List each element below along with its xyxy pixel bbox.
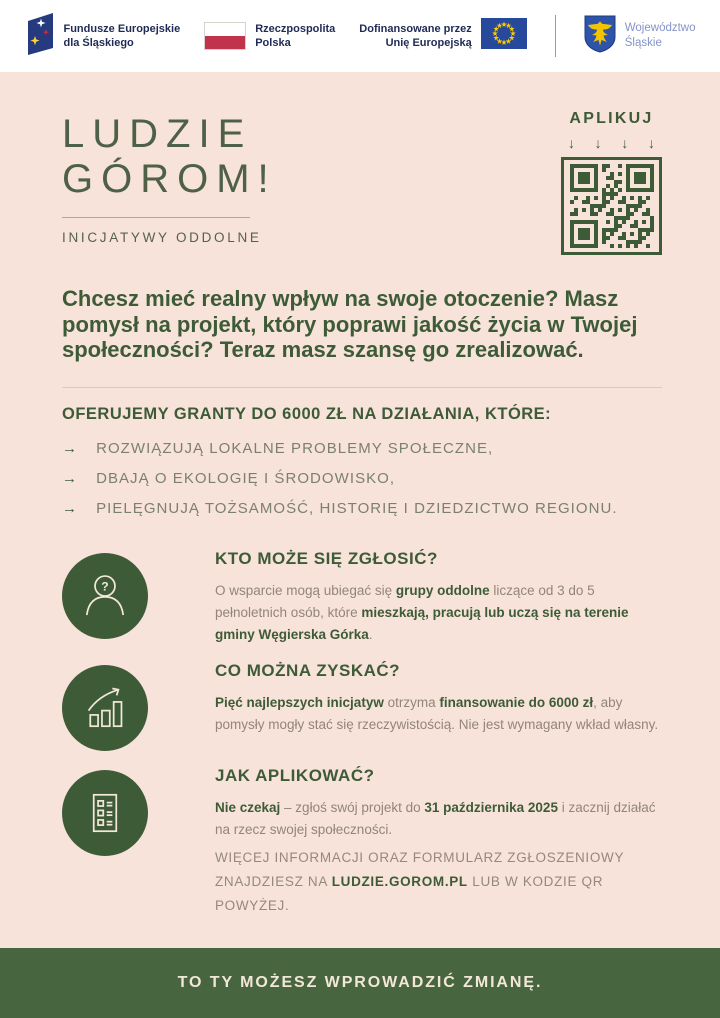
more-info-line1: WIĘCEJ INFORMACJI ORAZ FORMULARZ ZGŁOSZENIOWY (215, 849, 625, 865)
section-body: Pięć najlepszych inicjatyw otrzyma finansowanie do 6000 zł, aby pomysły mogły stać się rzeczywistością. Nie jest wymagany wkład własny. (215, 694, 659, 732)
intro-paragraph: Chcesz mieć realny wpływ na swoje otoczenie? Masz pomysł na projekt, który poprawi jakość życia w Twojej społeczności? Teraz masz szansę go zrealizować. (62, 286, 638, 363)
fe-flag-icon (24, 12, 54, 61)
down-arrow-icon: ↓ (647, 135, 655, 151)
right-arrow-icon: → (62, 470, 79, 488)
title-line2: GÓROM! (62, 157, 277, 201)
offer-item-text: PIELĘGNUJĄ TOŻSAMOŚĆ, HISTORIĘ I DZIEDZICTWO REGIONU. (96, 500, 618, 518)
apply-label: APLIKUJ (569, 110, 654, 127)
down-arrow-icon: ↓ (568, 135, 575, 151)
footer-banner (0, 948, 720, 1018)
down-arrow-icon: ↓ (621, 135, 629, 151)
section-divider (62, 387, 662, 388)
footer-slogan: TO TY MOŻESZ WPROWADZIĆ ZMIANĘ. (177, 974, 543, 991)
section-title: JAK APLIKOWAĆ? (215, 765, 375, 785)
checklist-icon (62, 770, 148, 856)
eu-logo-line1: Dofinansowane przez (359, 22, 472, 35)
down-arrow-icon: ↓ (594, 135, 602, 151)
offer-item-text: DBAJĄ O EKOLOGIĘ I ŚRODOWISKO, (96, 470, 396, 488)
section-title: KTO MOŻE SIĘ ZGŁOSIĆ? (215, 549, 438, 569)
right-arrow-icon: → (62, 440, 79, 458)
funding-logos-header (0, 0, 720, 72)
right-arrow-icon: → (62, 500, 79, 518)
growth-chart-icon (62, 665, 148, 751)
eu-flag-icon (481, 18, 527, 54)
silesia-logo-line1: Województwo (624, 22, 696, 35)
eu-logo-line2: Unię Europejską (385, 37, 472, 49)
page-subtitle: INICJATYWY ODDOLNE (62, 230, 262, 245)
apply-arrows (561, 128, 662, 157)
offer-heading: OFERUJEMY GRANTY DO 6000 ZŁ NA DZIAŁANIA, KTÓRE: (62, 405, 552, 424)
section-who-can-apply (62, 549, 662, 646)
list-item (62, 500, 662, 517)
list-item (62, 440, 662, 457)
section-how-to-apply (62, 765, 662, 856)
list-item (62, 470, 662, 487)
logo-fundusze-europejskie (24, 12, 180, 61)
poster-body (0, 72, 720, 948)
logo-eu-funding (359, 18, 526, 54)
more-info-line2: ZNAJDZIESZ NA LUDZIE.GOROM.PL LUB W KODZIE QR POWYŻEJ. (215, 874, 604, 914)
section-what-you-gain (62, 660, 662, 751)
svg-text:?: ? (101, 579, 109, 594)
apply-block (561, 110, 662, 255)
info-sections (62, 549, 662, 856)
title-line1: LUDZIE (62, 112, 253, 156)
pl-logo-line2: Polska (255, 37, 291, 49)
fe-logo-line2: dla Śląskiego (63, 37, 134, 49)
offer-list (62, 440, 662, 517)
pl-logo-line1: Rzeczpospolita (255, 22, 336, 35)
section-body: O wsparcie mogą ubiegać się grupy oddolne liczące od 3 do 5 pełnoletnich osób, które mieszkają, pracują lub uczą się na terenie gminy Węgierska Górka. (215, 583, 629, 642)
poland-flag-icon (204, 22, 246, 50)
section-title: CO MOŻNA ZYSKAĆ? (215, 660, 401, 680)
logo-rzeczpospolita-polska (204, 22, 335, 51)
logo-wojewodztwo-slaskie (584, 15, 696, 58)
section-body: Nie czekaj – zgłoś swój projekt do 31 października 2025 i zacznij działać na rzecz swojej społeczności. (215, 799, 656, 837)
header-divider (555, 15, 556, 57)
person-question-icon (62, 553, 148, 639)
offer-item-text: ROZWIĄZUJĄ LOKALNE PROBLEMY SPOŁECZNE, (96, 440, 494, 458)
fe-logo-line1: Fundusze Europejskie (63, 22, 181, 35)
silesia-logo-line2: Śląskie (624, 37, 662, 49)
qr-code (561, 157, 662, 255)
hero (62, 112, 662, 245)
more-info-note (215, 846, 662, 919)
silesia-coat-of-arms-icon (584, 15, 616, 58)
title-rule (62, 217, 250, 218)
